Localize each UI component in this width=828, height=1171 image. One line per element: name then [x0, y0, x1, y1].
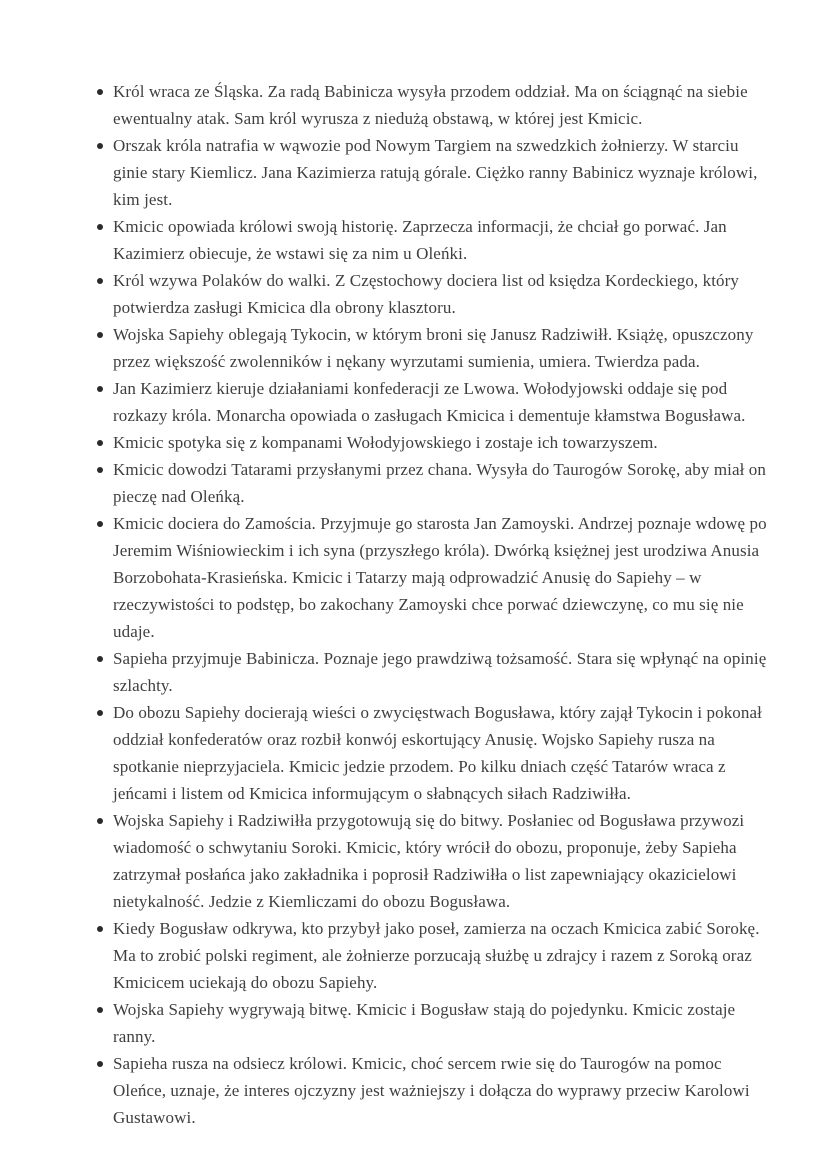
- bullet-icon: [97, 224, 103, 230]
- list-item: [113, 78, 771, 132]
- list-item-text: Król wzywa Polaków do walki. Z Częstochowy dociera list od księdza Kordeckiego, który potwierdza zasługi Kmicica dla obrony klasztoru.: [113, 271, 740, 317]
- list-item: [113, 375, 771, 429]
- list-item-text: Kiedy Bogusław odkrywa, kto przybył jako poseł, zamierza na oczach Kmicica zabić Sorokę. Ma to zrobić polski regiment, ale żołnierze porzucają służbę u zdrajcy i razem z Soroką oraz Kmicicem uciekają do obozu Sapiehy.: [113, 919, 760, 992]
- bullet-icon: [97, 1061, 103, 1067]
- list-item: [113, 510, 771, 645]
- list-item-text: Sapieha przyjmuje Babinicza. Poznaje jego prawdziwą tożsamość. Stara się wpłynąć na opinię szlachty.: [113, 649, 767, 695]
- bullet-icon: [97, 818, 103, 824]
- list-item-text: Orszak króla natrafia w wąwozie pod Nowym Targiem na szwedzkich żołnierzy. W starciu ginie stary Kiemlicz. Jana Kazimierza ratują górale. Ciężko ranny Babinicz wyznaje królowi, kim jest.: [113, 136, 758, 209]
- bullet-icon: [97, 332, 103, 338]
- bullet-icon: [97, 926, 103, 932]
- bullet-icon: [97, 710, 103, 716]
- bullet-icon: [97, 440, 103, 446]
- list-item: [113, 645, 771, 699]
- list-item-text: Kmicic opowiada królowi swoją historię. Zaprzecza informacji, że chciał go porwać. Jan Kazimierz obiecuje, że wstawi się za nim u Oleńki.: [113, 217, 727, 263]
- bullet-icon: [97, 278, 103, 284]
- list-item: [113, 1050, 771, 1131]
- list-item-text: Kmicic spotyka się z kompanami Wołodyjowskiego i zostaje ich towarzyszem.: [113, 433, 658, 452]
- bullet-icon: [97, 656, 103, 662]
- list-item: [113, 996, 771, 1050]
- bullet-icon: [97, 467, 103, 473]
- list-item: [113, 699, 771, 807]
- list-item: [113, 456, 771, 510]
- list-item-text: Jan Kazimierz kieruje działaniami konfederacji ze Lwowa. Wołodyjowski oddaje się pod rozkazy króla. Monarcha opowiada o zasługach Kmicica i dementuje kłamstwa Bogusława.: [113, 379, 746, 425]
- list-item: [113, 267, 771, 321]
- list-item-text: Sapieha rusza na odsiecz królowi. Kmicic, choć sercem rwie się do Taurogów na pomoc Oleńce, uznaje, że interes ojczyzny jest ważniejszy i dołącza do wyprawy przeciw Karolowi Gustawowi.: [113, 1054, 750, 1127]
- list-item-text: Wojska Sapiehy wygrywają bitwę. Kmicic i Bogusław stają do pojedynku. Kmicic zostaje ranny.: [113, 1000, 736, 1046]
- bullet-icon: [97, 386, 103, 392]
- list-item: [113, 132, 771, 213]
- bullet-icon: [97, 521, 103, 527]
- list-item: [113, 321, 771, 375]
- list-item-text: Król wraca ze Śląska. Za radą Babinicza wysyła przodem oddział. Ma on ściągnąć na siebie ewentualny atak. Sam król wyrusza z niedużą obstawą, w której jest Kmicic.: [113, 82, 748, 128]
- bullet-icon: [97, 89, 103, 95]
- summary-list: [113, 78, 771, 1131]
- list-item-text: Wojska Sapiehy oblegają Tykocin, w którym broni się Janusz Radziwiłł. Książę, opuszczony przez większość zwolenników i nękany wyrzutami sumienia, umiera. Twierdza pada.: [113, 325, 754, 371]
- list-item-text: Wojska Sapiehy i Radziwiłła przygotowują się do bitwy. Posłaniec od Bogusława przywozi wiadomość o schwytaniu Soroki. Kmicic, który wrócił do obozu, proponuje, żeby Sapieha zatrzymał posłańca jako zakładnika i poprosił Radziwiłła o list zapewniający okazicielowi nietykalność. Jedzie z Kiemliczami do obozu Bogusława.: [113, 811, 745, 911]
- list-item-text: Kmicic dowodzi Tatarami przysłanymi przez chana. Wysyła do Taurogów Sorokę, aby miał on pieczę nad Oleńką.: [113, 460, 767, 506]
- list-item: [113, 915, 771, 996]
- list-item: [113, 807, 771, 915]
- list-item-text: Do obozu Sapiehy docierają wieści o zwycięstwach Bogusława, który zajął Tykocin i pokonał oddział konfederatów oraz rozbił konwój eskortujący Anusię. Wojsko Sapiehy rusza na spotkanie nieprzyjaciela. Kmicic jedzie przodem. Po kilku dniach część Tatarów wraca z jeńcami i listem od Kmicica informującym o słabnących siłach Radziwiłła.: [113, 703, 762, 803]
- list-item-text: Kmicic dociera do Zamościa. Przyjmuje go starosta Jan Zamoyski. Andrzej poznaje wdowę po Jeremim Wiśniowieckim i ich syna (przyszłego króla). Dwórką księżnej jest urodziwa Anusia Borzobohata-Krasieńska. Kmicic i Tatarzy mają odprowadzić Anusię do Sapiehy – w rzeczywistości to podstęp, bo zakochany Zamoyski chce porwać dziewczynę, co mu się nie udaje.: [113, 514, 767, 641]
- bullet-icon: [97, 143, 103, 149]
- list-item: [113, 429, 771, 456]
- list-item: [113, 213, 771, 267]
- bullet-icon: [97, 1007, 103, 1013]
